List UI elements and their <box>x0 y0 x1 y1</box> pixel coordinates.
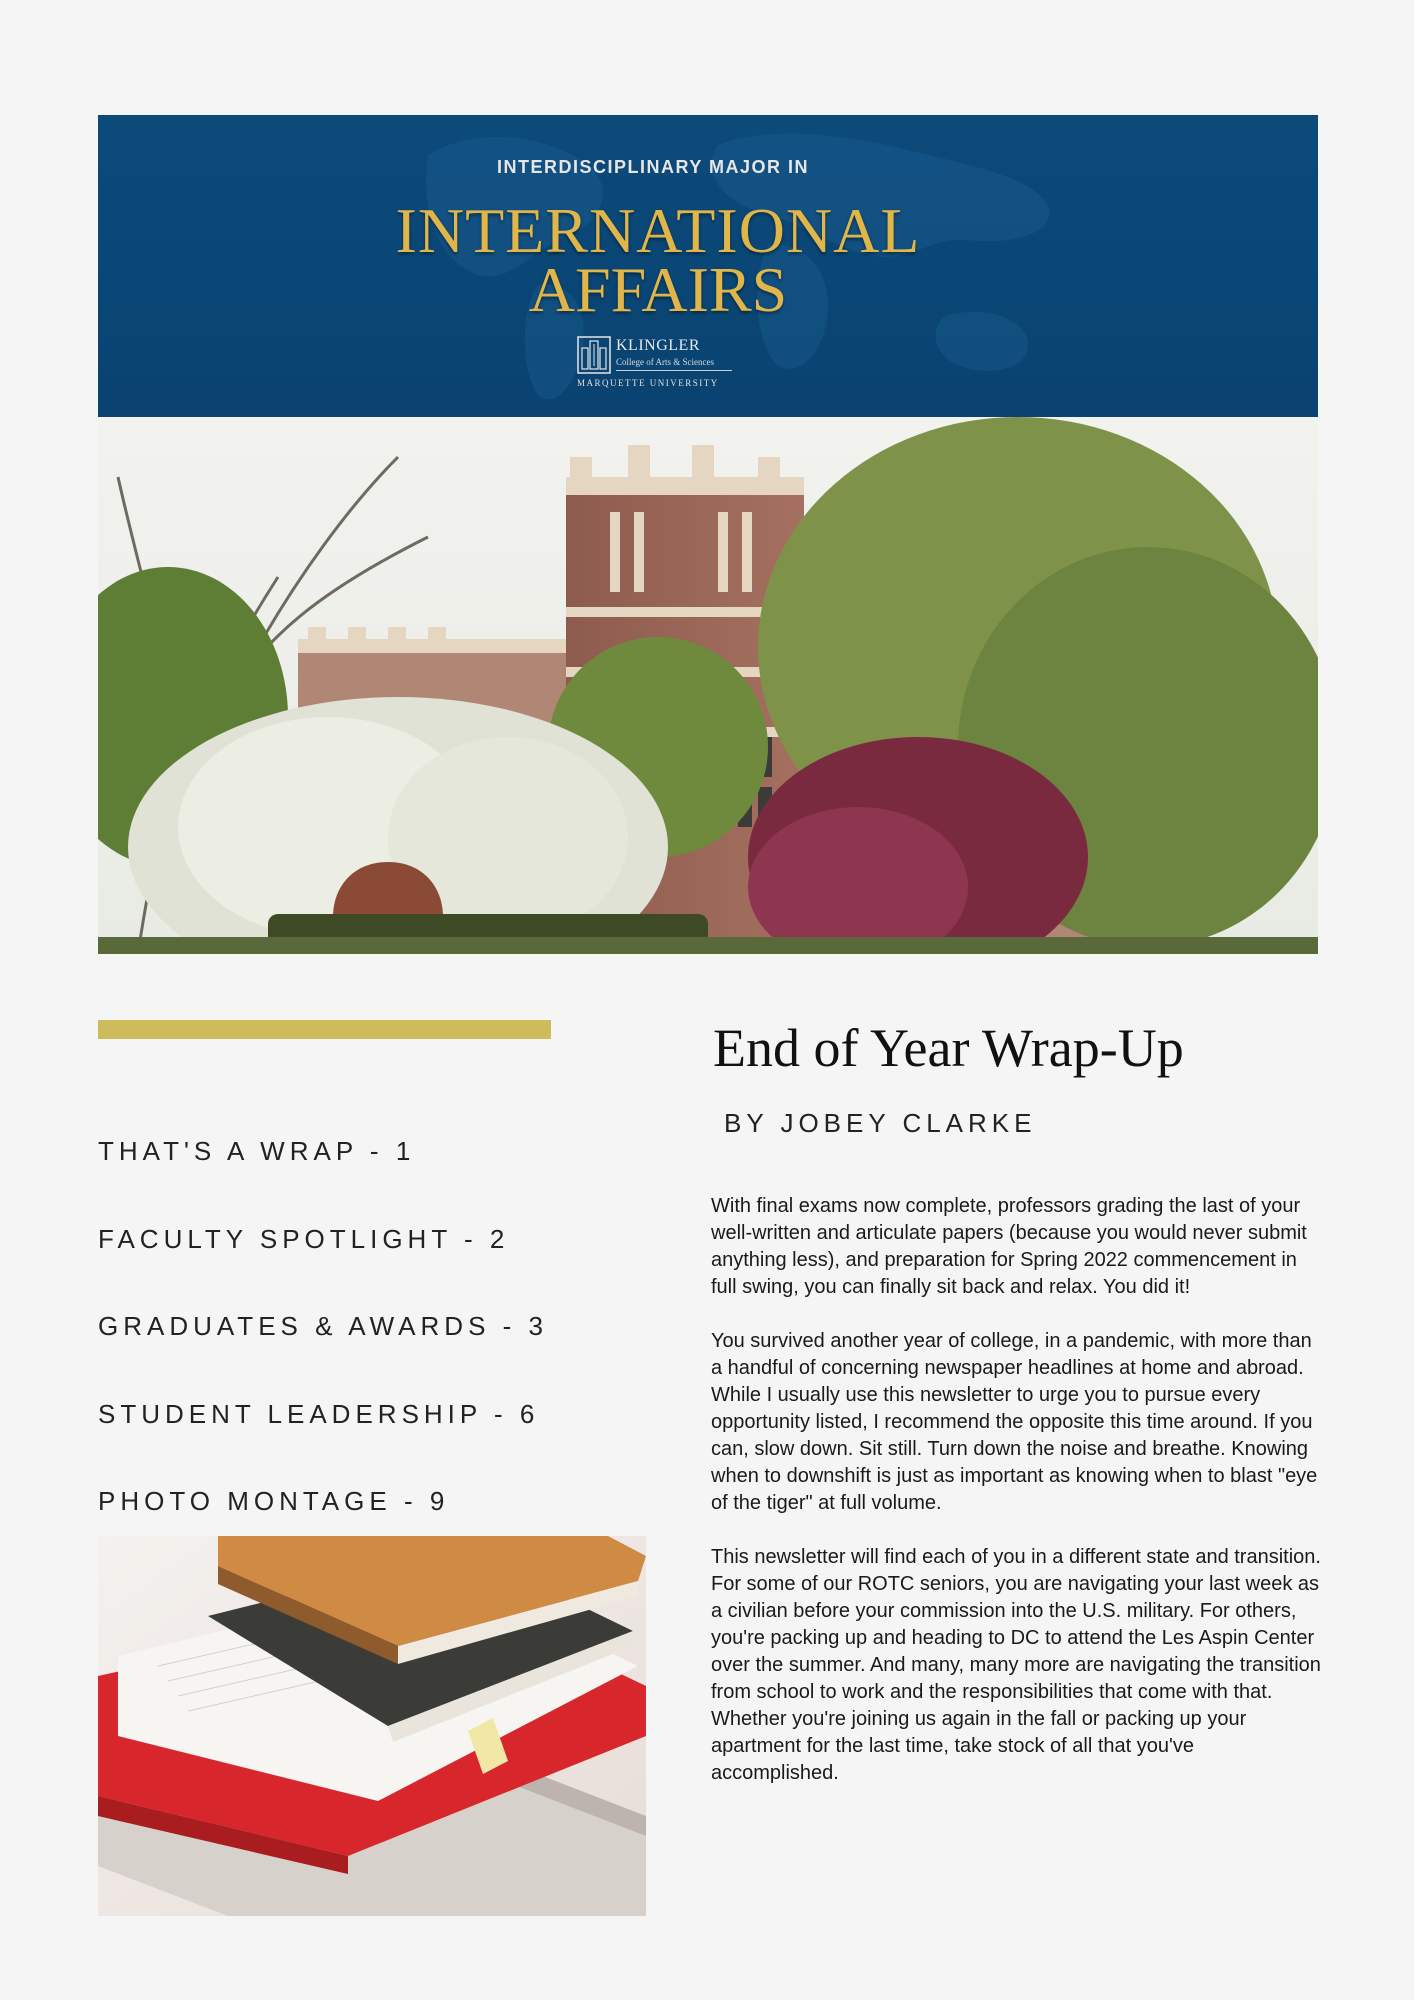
books-photo <box>98 1536 646 1916</box>
article-paragraph: You survived another year of college, in a pandemic, with more than a handful of concerning newspaper headlines at home and abroad. While I usually use this newsletter to urge you to pursue every opportunity listed, I recommend the opposite this time around. If you can, slow down. Sit still. Turn down the noise and breathe. Knowing when to downshift is just as important as knowing when to blast "eye of the tiger" at full volume. <box>711 1330 1318 1514</box>
banner-kicker: INTERDISCIPLINARY MAJOR IN <box>496 157 810 177</box>
table-of-contents <box>98 1138 548 1576</box>
toc-item[interactable]: STUDENT LEADERSHIP - 6 <box>98 1398 540 1429</box>
toc-item[interactable]: GRADUATES & AWARDS - 3 <box>98 1311 548 1341</box>
university-name: MARQUETTE UNIVERSITY <box>577 378 719 388</box>
article-paragraph: This newsletter will find each of you in a different state and transition. For some of our ROTC seniors, you are navigating your last week as a civilian before your commission into the U.S. military. For others, you're packing up and heading to DC to attend the Les Aspin Center over the summer. And many, many more are navigating the transition from school to work and the responsibilities that come with that. Whether you're joining us again in the fall or packing up your apartment for the last time, take stock of all that you've accomplished. <box>711 1546 1321 1784</box>
article-headline: End of Year Wrap-Up <box>713 1018 1184 1078</box>
header-banner <box>98 115 1318 417</box>
org-subtitle: College of Arts & Sciences <box>616 357 714 367</box>
article-byline: BY JOBEY CLARKE <box>724 1108 1037 1138</box>
banner-title-line2: AFFAIRS <box>528 254 788 325</box>
toc-item[interactable]: THAT'S A WRAP - 1 <box>98 1136 416 1166</box>
toc-item[interactable]: FACULTY SPOTLIGHT - 2 <box>98 1223 510 1254</box>
org-name: KLINGLER <box>616 337 700 354</box>
accent-bar <box>98 1020 551 1039</box>
article-paragraph: With final exams now complete, professors grading the last of your well-written and articulate papers (because you would never submit anything less), and preparation for Spring 2022 commencement in full swing, you can finally sit back and relax. You did it! <box>711 1195 1307 1298</box>
toc-item[interactable]: PHOTO MONTAGE - 9 <box>98 1486 450 1516</box>
campus-photo <box>98 417 1318 954</box>
org-divider <box>616 370 732 371</box>
college-seal-icon <box>577 336 611 374</box>
article-body <box>711 1193 1321 1814</box>
banner-title-line1: INTERNATIONAL <box>395 195 921 266</box>
